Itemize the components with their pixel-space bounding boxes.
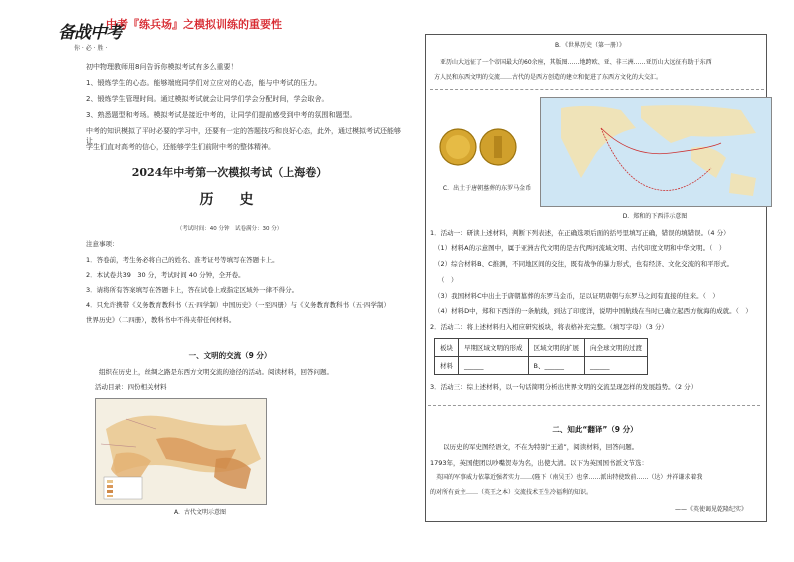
- byzantine-coin-image: [438, 118, 518, 176]
- note-item: 世界历史》（二四册），教科书中不得夹带任何材料。: [86, 316, 236, 324]
- question-1-item: （2）综合材料B、C推测，不同地区间的交往，既有战争的暴力形式，也有经济、文化交流的和平形式。: [434, 260, 734, 268]
- material-b-line: 亚历山大远征了一个帝国最大的60余座，其版图……地跨欧、亚、非三洲……亚历山大远征有助于东西: [434, 59, 712, 66]
- question-3: 3．活动三：综上述材料，以一句话简明分析出世界文明的交流呈现怎样的发展趋势。（2 分）: [430, 383, 698, 391]
- section-2-citation: ——《英使谒见乾隆纪实》: [675, 506, 748, 513]
- promo-title: 中考『练兵场』之模拟训练的重要性: [106, 18, 282, 31]
- note-item: 2．本试卷共39 30 分，考试时间 40 分钟，全开卷。: [86, 271, 245, 279]
- ancient-civilization-map: [95, 398, 267, 505]
- question-1-item: （1）材料A的示意图中，属于亚洲古代文明的是古代两河流域文明、古代印度文明和中华文明。（ ）: [434, 244, 726, 252]
- table-cell[interactable]: ______: [459, 357, 529, 375]
- section-2-quote: 英国的军事威力依靠近强者实力……(陛下（南吴王）也拿……派出特使致前……（达）并祥谦求着我: [430, 474, 703, 481]
- table-cell[interactable]: B、______: [528, 357, 585, 375]
- section-2-intro: 以历史的军史图经语文，不在为特别“王道”，阅读材料，回答问题。: [430, 443, 639, 451]
- answer-bracket: （ ）: [438, 276, 458, 284]
- note-item: 4．只允许携带《义务教育教科书（五·四学制）中国历史》（一至四册）与《义务教育教科书（五·四学制）: [86, 301, 391, 309]
- material-c-caption: C．出土于唐朝墓葬的东罗马金币: [442, 185, 532, 192]
- promo-paragraph: 2、锻炼学生管理时间。通过模拟考试就会让同学们学会分配时间，学会取舍。: [86, 95, 329, 103]
- section-2-quote: 的对所有贡主……（英王之本）交流技术王生冷福利的知识。: [430, 489, 593, 496]
- map-b-graphic: [541, 98, 771, 206]
- promo-paragraph: 学生们直对高考的信心，还能够学生们前附中考的整体精神。: [86, 143, 275, 151]
- promo-paragraph: 初中物理教师用8问告诉你模拟考试有多么重要！: [86, 63, 238, 71]
- section-separator: [428, 405, 760, 407]
- zheng-he-voyage-map: [540, 97, 772, 207]
- promo-paragraph: 1、锻炼学生的心态。能够端庭同学们对立应对的心态，能与中考试的压力。: [86, 79, 322, 87]
- material-b-caption: B．《世界历史（第一册）》: [554, 42, 626, 49]
- table-cell: 材料: [435, 357, 459, 375]
- note-item: 3．请将所有答案填写在答题卡上，答在试卷上或指定区域外一律不得分。: [86, 286, 299, 294]
- coins-graphic: [438, 118, 518, 176]
- promo-paragraph: 3、熟悉题型和考场。模拟考试是接近中考的，让同学们提前感受到中考的氛围和题型。: [86, 111, 357, 119]
- question-1-item: （4）材料D中，郑和下西洋的一条航线，到达了印度洋，说明中国航线在当时已确立起西方航海的成就。（ ）: [434, 307, 752, 315]
- table-header: 向全球文明的过渡: [585, 339, 648, 357]
- material-b-line: 方人民和东西文明的交流……古代的是西方创造的建立和促进了东西方文化的大交汇。: [434, 74, 663, 81]
- notes-heading: 注意事项：: [86, 240, 119, 248]
- logo-text: 备战中考: [58, 23, 122, 43]
- activity-label: 活动目录：四份相关材料: [95, 383, 167, 391]
- logo-subtext: 你 · 必 · 胜 ·: [74, 45, 108, 52]
- section-1-intro: 组织在历史上，丝绸之路是东西方文明交流的途径的活动。阅读材料，回答问题。: [86, 368, 333, 376]
- exam-meta: （考试时间：40 分钟 试卷满分：30 分）: [176, 226, 283, 232]
- subject-title: 历 史: [199, 192, 260, 208]
- classification-table: [434, 338, 648, 375]
- material-separator: [430, 89, 764, 91]
- section-1-heading: 一、文明的交流（9 分）: [188, 351, 272, 360]
- exam-title: 2024年中考第一次模拟考试（上海卷）: [131, 166, 328, 179]
- promo-paragraph: 中考的知识模拟了平时必要的学习中，还要有一定的答题技巧和良好心态，此外，通过模拟考试还能够让: [86, 127, 401, 145]
- map-a-caption: A．古代文明示意图: [173, 509, 227, 516]
- section-2-heading: 二、知此“翻译”（9 分）: [552, 425, 638, 434]
- question-1: 1．活动一：研读上述材料，判断下列表述，在正确选项后面的括号里填写正确，错误的填错误。（4 分）: [430, 229, 730, 237]
- table-cell[interactable]: ______: [585, 357, 648, 375]
- table-header: 早期区域文明的形成: [459, 339, 529, 357]
- section-2-paragraph: 1793年，英国使团以吵嘴贺寿为名，出使大清。以下为英国国书派文节选：: [430, 459, 649, 467]
- question-1-item: （3）我国材料C中出土于唐朝墓葬的东罗马金币，足以证明唐朝与东罗马之间有直接的往来。（ ）: [434, 292, 719, 300]
- material-d-caption: D．郑和的下西洋示意图: [622, 213, 688, 220]
- table-header: 区域文明的扩展: [528, 339, 585, 357]
- note-item: 1．答卷前，考生务必将自己的姓名、准考证号等填写在答题卡上。: [86, 256, 279, 264]
- map-a-graphic: [96, 399, 266, 504]
- question-2: 2．活动二：将上述材料归入相应研究板块，将表格补充完整。（填写字母）（3 分）: [430, 323, 668, 331]
- table-header: 板块: [435, 339, 459, 357]
